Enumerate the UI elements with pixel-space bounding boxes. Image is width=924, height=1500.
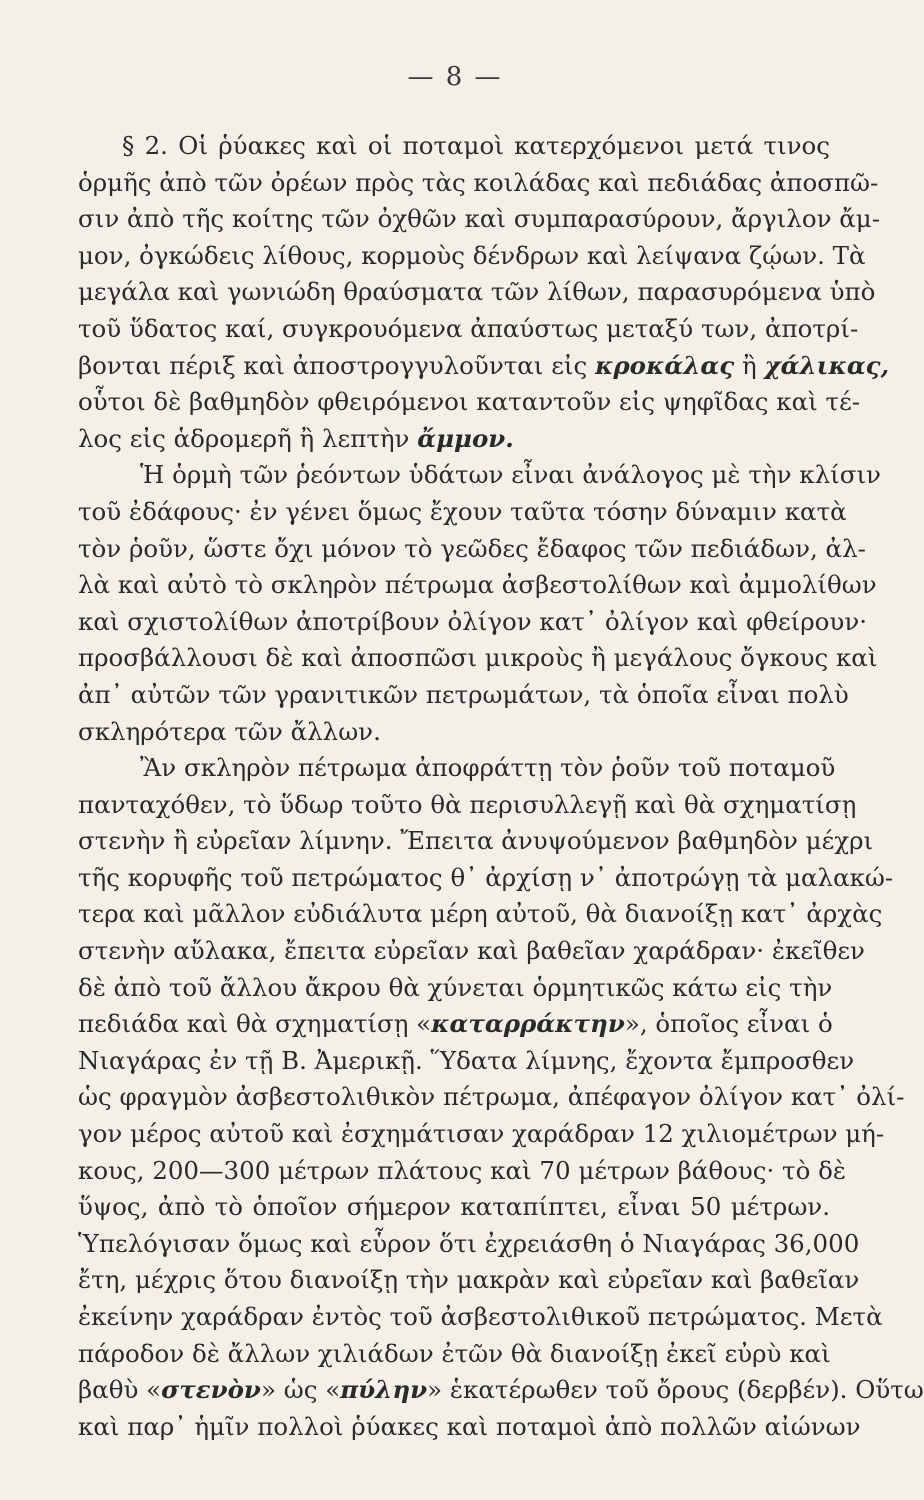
emphasis-term: κροκάλας [595,350,735,380]
emphasis-term: καταρράκτην [431,1009,625,1039]
text-line: τὸν ῥοῦν, ὥστε ὄχι μόνον τὸ γεῶδες ἔδαφος τῶν πεδιάδων, ἀλ- [78,533,866,563]
body-text [78,128,924,1445]
text-line: τερα καὶ μᾶλλον εὐδιάλυτα μέρη αὐτοῦ, θὰ διανοίξῃ κατ᾽ ἀρχὰς [78,899,883,929]
text-line: βονται πέριξ καὶ ἀποστρογγυλοῦνται εἰς κροκάλας ἢ χάλικας, [78,350,890,380]
text-line: πάροδον δὲ ἄλλων χιλιάδων ἐτῶν θὰ διανοίξῃ ἐκεῖ εὐρὺ καὶ [78,1338,831,1368]
text-line: Ὑπελόγισαν ὅμως καὶ εὗρον ὅτι ἐχρειάσθη ὁ Νιαγάρας 36,000 [78,1228,860,1258]
text-line: καὶ σχιστολίθων ἀποτρίβουν ὀλίγον κατ᾽ ὀλίγον καὶ φθείρουν· [78,606,868,636]
text-line: τοῦ ἐδάφους· ἐν γένει ὅμως ἔχουν ταῦτα τόσην δύναμιν κατὰ [78,496,847,526]
text-line: λὰ καὶ αὐτὸ τὸ σκληρὸν πέτρωμα ἀσβεστολίθων καὶ ἀμμολίθων [78,570,877,600]
text-line: μεγάλα καὶ γωνιώδη θραύσματα τῶν λίθων, παρασυρόμενα ὑπὸ [78,277,876,307]
text-line: Ἂν σκληρὸν πέτρωμα ἀποφράττῃ τὸν ῥοῦν τοῦ ποταμοῦ [140,753,836,783]
text-line: Νιαγάρας ἐν τῇ Β. Ἀμερικῇ. Ὕδατα λίμνης, ἔχοντα ἔμπροσθεν [78,1045,855,1075]
text-line: ὡς φραγμὸν ἀσβεστολιθικὸν πέτρωμα, ἀπέφαγον ὀλίγον κατ᾽ ὀλί- [78,1082,905,1112]
text-line: Ἡ ὁρμὴ τῶν ῥεόντων ὑδάτων εἶναι ἀνάλογος μὲ τὴν κλίσιν [140,460,881,490]
emphasis-term: στενὸν [161,1375,261,1405]
text-line: § 2. Οἱ ῥύακες καὶ οἱ ποταμοὶ κατερχόμενοι μετά τινος [122,131,830,160]
text-line: πεδιάδα καὶ θὰ σχηματίσῃ «καταρράκτην», ὁποῖος εἶναι ὁ [78,1009,833,1039]
text-line: ἀπ᾽ αὐτῶν τῶν γρανιτικῶν πετρωμάτων, τὰ ὁποῖα εἶναι πολὺ [78,679,849,709]
text-line: στενὴν ἢ εὐρεῖαν λίμνην. Ἔπειτα ἀνυψούμενον βαθμηδὸν μέχρι [78,826,874,856]
text-line: βαθὺ «στενὸν» ὡς «πύλην» ἑκατέρωθεν τοῦ ὄρους (δερβέν). Οὕτω [78,1375,924,1405]
text-line: τῆς κορυφῆς τοῦ πετρώματος θ᾽ ἀρχίσῃ ν᾽ ἀποτρώγῃ τὰ μαλακώ- [78,862,894,892]
text-line: κους, 200—300 μέτρων πλάτους καὶ 70 μέτρων βάθους· τὸ δὲ [78,1155,847,1185]
text-line: τοῦ ὕδατος καί, συγκρουόμενα ἀπαύστως μεταξύ των, ἀποτρί- [78,313,859,343]
text-line: γον μέρος αὐτοῦ καὶ ἐσχημάτισαν χαράδραν 12 χιλιομέτρων μή- [78,1119,885,1149]
text-line: στενὴν αὔλακα, ἔπειτα εὐρεῖαν καὶ βαθεῖαν χαράδραν· ἐκεῖθεν [78,936,865,966]
text-line: οὗτοι δὲ βαθμηδὸν φθειρόμενοι καταντοῦν εἰς ψηφῖδας καὶ τέ- [78,387,861,417]
emphasis-term: χάλικας, [764,350,890,380]
emphasis-term: ἄμμον. [417,423,514,453]
text-line: ὕψος, ἀπὸ τὸ ὁποῖον σήμερον καταπίπτει, εἶναι 50 μέτρων. [78,1192,830,1222]
text-line: σιν ἀπὸ τῆς κοίτης τῶν ὀχθῶν καὶ συμπαρασύρουν, ἄργιλον ἄμ- [78,204,880,234]
emphasis-term: πύλην [340,1375,428,1405]
text-line: δὲ ἀπὸ τοῦ ἄλλου ἄκρου θὰ χύνεται ὁρμητικῶς κάτω εἰς τὴν [78,972,833,1002]
text-line: λος εἰς ἁδρομερῆ ἢ λεπτὴν ἄμμον. [78,423,514,453]
text-line: ἔτη, μέχρις ὅτου διανοίξῃ τὴν μακρὰν καὶ εὐρεῖαν καὶ βαθεῖαν [78,1265,860,1295]
page-number: — 8 — [407,62,503,92]
text-line: ὁρμῆς ἀπὸ τῶν ὀρέων πρὸς τὰς κοιλάδας καὶ πεδιάδας ἀποσπῶ- [78,167,879,197]
text-line: πανταχόθεν, τὸ ὕδωρ τοῦτο θὰ περισυλλεγῇ καὶ θὰ σχηματίσῃ [78,789,857,819]
text-line: ἐκείνην χαράδραν ἐντὸς τοῦ ἀσβεστολιθικοῦ πετρώματος. Μετὰ [78,1302,883,1331]
text-line: μον, ὀγκώδεις λίθους, κορμοὺς δένδρων καὶ λείψανα ζῴων. Τὰ [78,240,866,270]
text-line: σκληρότερα τῶν ἄλλων. [78,716,381,746]
text-line: καὶ παρ᾽ ἡμῖν πολλοὶ ῥύακες καὶ ποταμοὶ ἀπὸ πολλῶν αἰώνων [78,1411,861,1441]
text-line: προσβάλλουσι δὲ καὶ ἀποσπῶσι μικροὺς ἢ μεγάλους ὄγκους καὶ [78,643,878,673]
